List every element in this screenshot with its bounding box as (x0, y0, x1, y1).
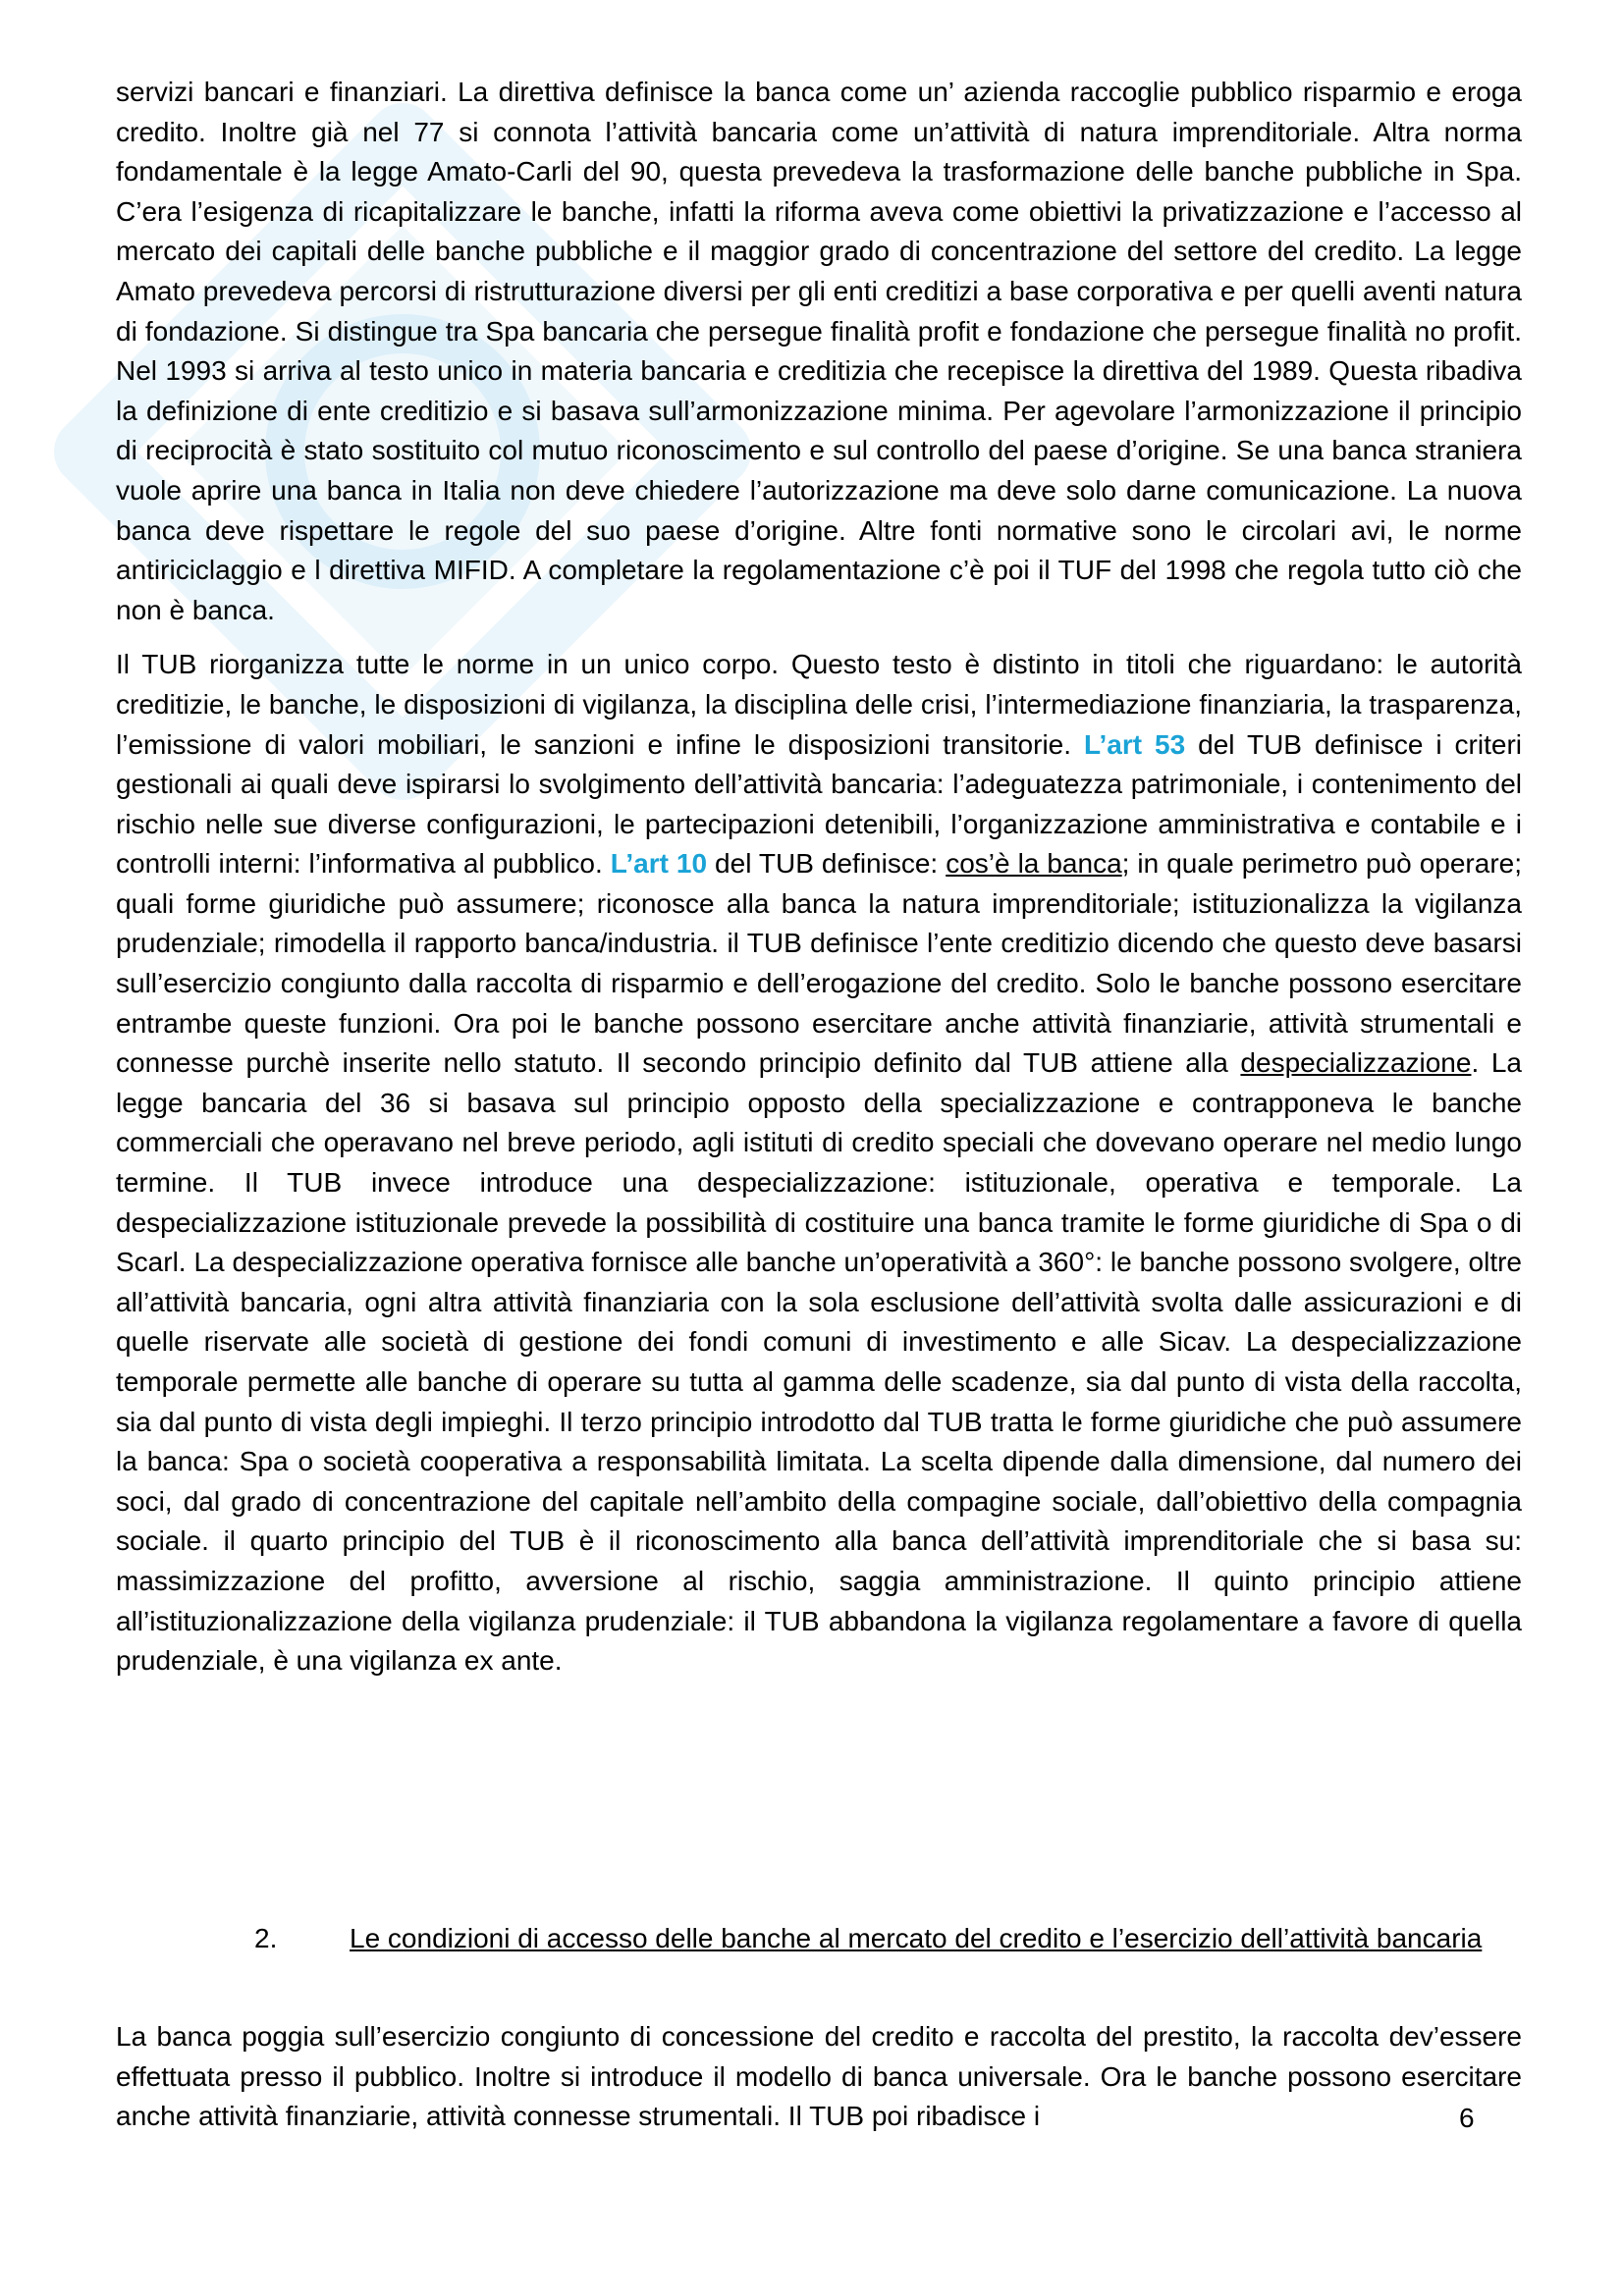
article-10-reference: L’art 10 (610, 848, 708, 880)
paragraph-2-part-e: . La legge bancaria del 36 si basava sul principio opposto della specializzazione e contrapponeva le banche commerciali che operavano nel breve periodo, agli istituti di credito speciali che dovevano operare nel medio lungo termine. Il TUB invece introduce una despecializzazione: istituzionale, operativa e temporale. La despecializzazione istituzionale prevede la possibilità di costituire una banca tramite le forme giuridiche di Spa o di Scarl. La despecializzazione operativa fornisce alle banche un’operatività a 360°: le banche possono svolgere, oltre all’attività bancaria, ogni altra attività finanziaria con la sola esclusione dell’attività svolta dalle assicurazioni e di quelle riservate alle società di gestione dei fondi comuni di investimento e alle Sicav. La despecializzazione temporale permette alle banche di operare su tutta al gamma delle scadenze, sia dal punto di vista della raccolta, sia dal punto di vista degli impieghi. Il terzo principio introdotto dal TUB tratta le forme giuridiche che può assumere la banca: Spa o società cooperativa a responsabilità limitata. La scelta dipende dalla dimensione, dal numero dei soci, dal grado di concentrazione del capitale nell’ambito della compagine sociale, dall’obiettivo della compagnia sociale. il quarto principio del TUB è il riconoscimento alla banca dell’attività imprenditoriale che si basa su: massimizzazione del profitto, avversione al rischio, saggia amministrazione. Il quinto principio attiene all’istituzionalizzazione della vigilanza prudenziale: il TUB abbandona la vigilanza regolamentare a favore di quella prudenziale, è una vigilanza ex ante. (116, 1047, 1522, 1677)
section-title: Le condizioni di accesso delle banche al mercato del credito e l’esercizio dell’attività bancaria (350, 1923, 1483, 1953)
paragraph-3: La banca poggia sull’esercizio congiunto di concessione del credito e raccolta del prestito, la raccolta dev’essere effettuata presso il pubblico. Inoltre si introduce il modello di banca universale. Ora le banche possono esercitare anche attività finanziarie, attività connesse strumentali. Il TUB poi ribadisce i (116, 2021, 1522, 2132)
paragraph-2 (116, 645, 1522, 1681)
main-text (116, 73, 1522, 1682)
paragraph-1: servizi bancari e finanziari. La direttiva definisce la banca come un’ azienda raccoglie pubblico risparmio e eroga credito. Inoltre già nel 77 si connota l’attività bancaria come un’attività di natura imprenditoriale. Altra norma fondamentale è la legge Amato-Carli del 90, questa prevedeva la trasformazione delle banche pubbliche in Spa. C’era l’esigenza di ricapitalizzare le banche, infatti la riforma aveva come obiettivi la privatizzazione e l’accesso al mercato dei capitali delle banche pubbliche e il maggior grado di concentrazione del settore del credito. La legge Amato prevedeva percorsi di ristrutturazione diversi per gli enti creditizi a base corporativa e per quelli aventi natura di fondazione. Si distingue tra Spa bancaria che persegue finalità profit e fondazione che persegue finalità no profit. Nel 1993 si arriva al testo unico in materia bancaria e creditizia che recepisce la direttiva del 1989. Questa ribadiva la definizione di ente creditizio e si basava sull’armonizzazione minima. Per agevolare l’armonizzazione il principio di reciprocità è stato sostituito col mutuo riconoscimento e sul controllo del paese d’origine. Se una banca straniera vuole aprire una banca in Italia non deve chiedere l’autorizzazione ma deve solo darne comunicazione. La nuova banca deve rispettare le regole del suo paese d’origine. Altre fonti normative sono le circolari avi, le norme antiriciclaggio e l direttiva MIFID. A completare la regolamentazione c’è poi il TUF del 1998 che regola tutto ciò che non è banca. (116, 77, 1522, 625)
article-53-reference: L’art 53 (1083, 728, 1186, 760)
underlined-cos-e-la-banca: cos’è la banca (946, 848, 1122, 880)
underlined-despecializzazione: despecializzazione (1240, 1047, 1472, 1079)
paragraph-2-part-d: ; in quale perimetro può operare; quali forme giuridiche può assumere; riconosce alla banca la natura imprenditoriale; istituzionalizza la vigilanza prudenziale; rimodella il rapporto banca/industria. il TUB definisce l’ente creditizio dicendo che questo deve basarsi sull’esercizio congiunto dalla raccolta di risparmio e dell’erogazione del credito. Solo le banche possono esercitare entrambe queste funzioni. Ora poi le banche possono esercitare anche attività finanziarie, attività strumentali e connesse purchè inserite nello statuto. Il secondo principio definito dal TUB attiene alla (116, 848, 1522, 1079)
section-heading (254, 1919, 1522, 1959)
section-number: 2. (254, 1923, 278, 1953)
paragraph-2-part-b: del TUB definisce i criteri gestionali ai quali deve ispirarsi lo svolgimento dell’attività bancaria: l’adeguatezza patrimoniale, i contenimento del rischio nelle sue diverse configurazioni, le partecipazioni detenibili, l’organizzazione amministrativa e contabile e i controlli interni: l’informativa al pubblico. (116, 728, 1522, 880)
paragraph-2-part-a: Il TUB riorganizza tutte le norme in un unico corpo. Questo testo è distinto in titoli che riguardano: le autorità creditizie, le banche, le disposizioni di vigilanza, la disciplina delle crisi, l’intermediazione finanziaria, la trasparenza, l’emissione di valori mobiliari, le sanzioni e infine le disposizioni transitorie. (116, 649, 1522, 760)
page-number: 6 (1459, 2103, 1475, 2133)
paragraph-2-part-c: del TUB definisce: (707, 848, 947, 880)
